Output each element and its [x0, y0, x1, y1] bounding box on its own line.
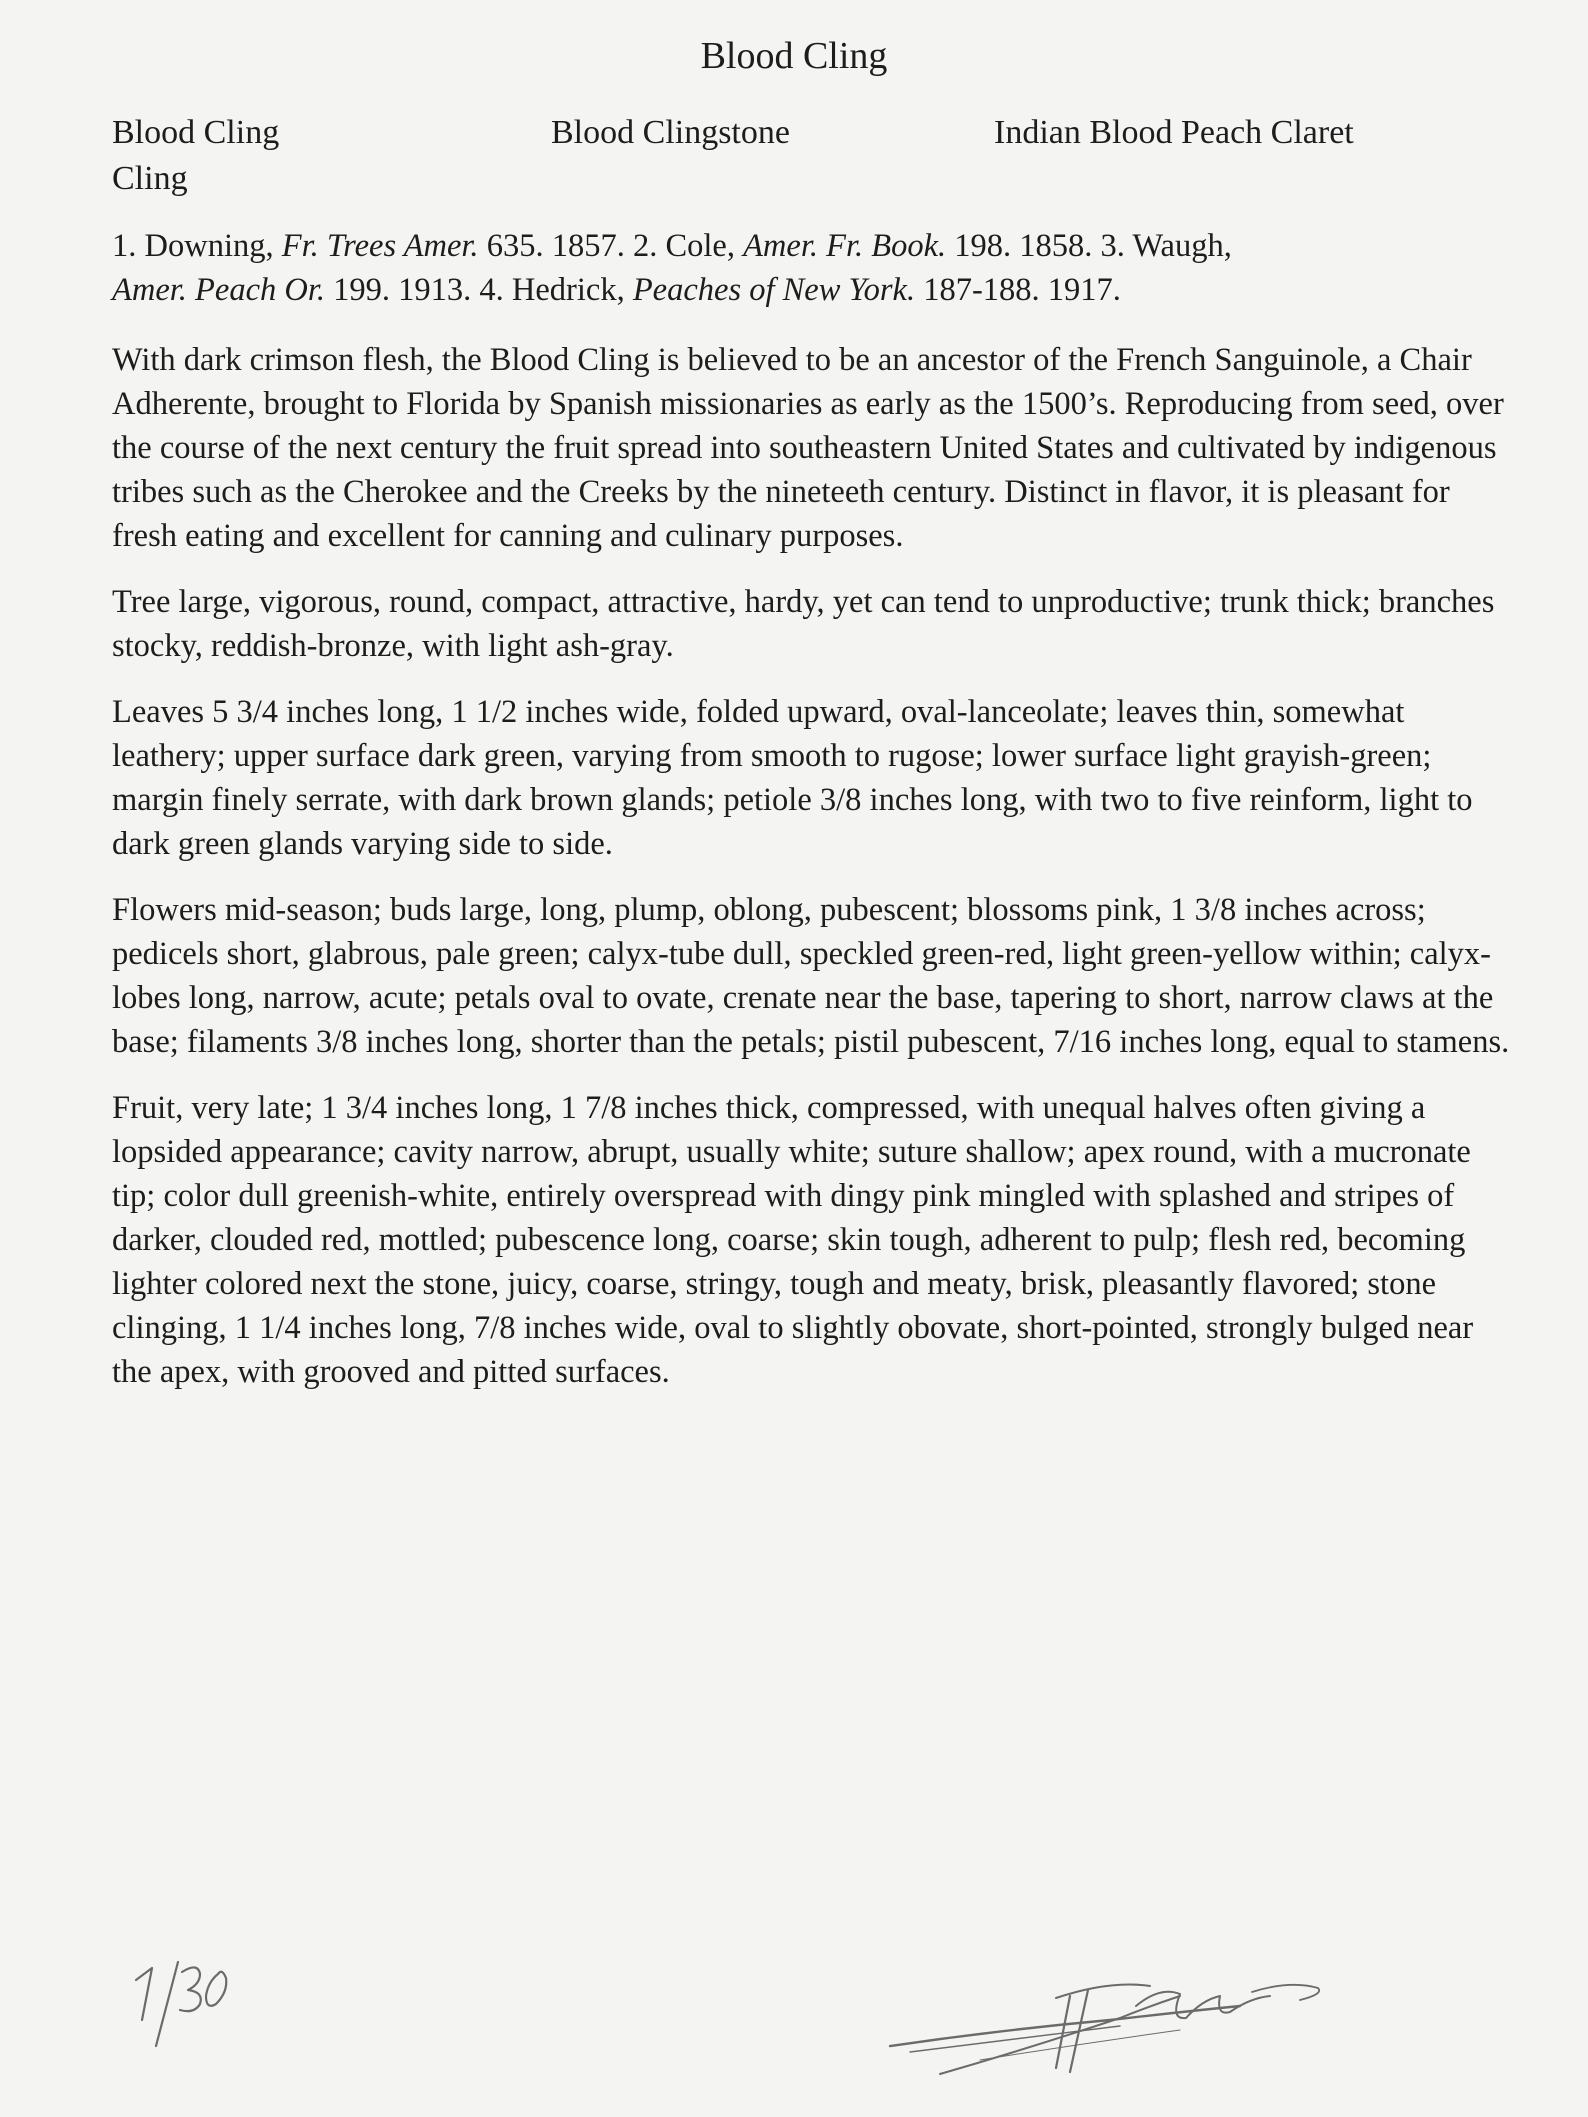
- synonym: Blood Cling: [112, 114, 280, 151]
- reference-work: Peaches of New York.: [632, 272, 916, 308]
- reference-author: Waugh,: [1132, 228, 1232, 264]
- references: [112, 224, 1512, 334]
- edition-number: [112, 1942, 312, 2052]
- paragraph-fruit: Fruit, very late; 1 3/4 inches long, 1 7/8 inches thick, compressed, with unequal halves often giving a lopsided appearance; cavity narrow, abrupt, usually white; suture shallow; apex round, with a mucronate tip; color dull greenish-white, entirely overspread with dingy pink mingled with splashed and stripes of darker, clouded red, mottled; pubescence long, coarse; skin tough, adherent to pulp; flesh red, becoming lighter colored next the stone, juicy, coarse, stringy, tough and meaty, brisk, pleasantly flavored; stone clinging, 1 1/4 inches long, 7/8 inches wide, oval to slightly obovate, short-pointed, strongly bulged near the apex, with grooved and pitted surfaces.: [112, 1090, 1474, 1390]
- reference-number: 1.: [112, 228, 137, 264]
- reference-list: [112, 224, 1512, 312]
- paragraph-flowers: Flowers mid-season; buds large, long, plump, oblong, pubescent; blossoms pink, 1 3/8 inches across; pedicels short, glabrous, pale green; calyx-tube dull, speckled green-red, light green-yellow within; calyx-lobes long, narrow, acute; petals oval to ovate, crenate near the base, tapering to short, narrow claws at the base; filaments 3/8 inches long, shorter than the petals; pistil pubescent, 7/16 inches long, equal to stamens.: [112, 892, 1510, 1060]
- reference-cite: 635. 1857.: [486, 228, 625, 264]
- reference-author: Hedrick,: [511, 272, 625, 308]
- reference-cite: 199. 1913.: [333, 272, 472, 308]
- reference-author: Cole,: [665, 228, 735, 264]
- reference-work: Amer. Fr. Book.: [743, 228, 947, 264]
- synonym: Indian Blood Peach Claret: [994, 114, 1354, 151]
- paragraph-history: With dark crimson flesh, the Blood Cling is believed to be an ancestor of the French Sanguinole, a Chair Adherente, brought to Florida by Spanish missionaries as early as the 1500’s. Reproducing from seed, over the course of the next century the fruit spread into southeastern United States and cultivated by indigenous tribes such as the Cherokee and the Creeks by the nineteeth century. Distinct in flavor, it is pleasant for fresh eating and excellent for canning and culinary purposes.: [112, 342, 1504, 554]
- description: [112, 338, 1512, 1416]
- artist-signature: [880, 1960, 1400, 2090]
- reference-number: 2.: [632, 228, 658, 264]
- synonym: Blood Clingstone: [551, 114, 790, 151]
- paragraph-leaves: Leaves 5 3/4 inches long, 1 1/2 inches wide, folded upward, oval-lanceolate; leaves thin, somewhat leathery; upper surface dark green, varying from smooth to rugose; lower surface light grayish-green; margin finely serrate, with dark brown glands; petiole 3/8 inches long, with two to five reinform, light to dark green glands varying side to side.: [112, 694, 1473, 862]
- reference-number: 4.: [479, 272, 504, 308]
- synonym: Cling: [112, 160, 188, 197]
- reference-work: Amer. Peach Or.: [112, 272, 326, 308]
- paragraph-tree: Tree large, vigorous, round, compact, attractive, hardy, yet can tend to unproductive; trunk thick; branches stocky, reddish-bronze, with light ash-gray.: [112, 584, 1495, 664]
- reference-author: Downing,: [144, 228, 274, 264]
- reference-number: 3.: [1100, 228, 1125, 264]
- reference-work: Fr. Trees Amer.: [281, 228, 479, 264]
- page-title: Blood Cling: [700, 35, 888, 77]
- reference-cite: 198. 1858.: [954, 228, 1093, 264]
- reference-cite: 187-188. 1917.: [923, 272, 1121, 308]
